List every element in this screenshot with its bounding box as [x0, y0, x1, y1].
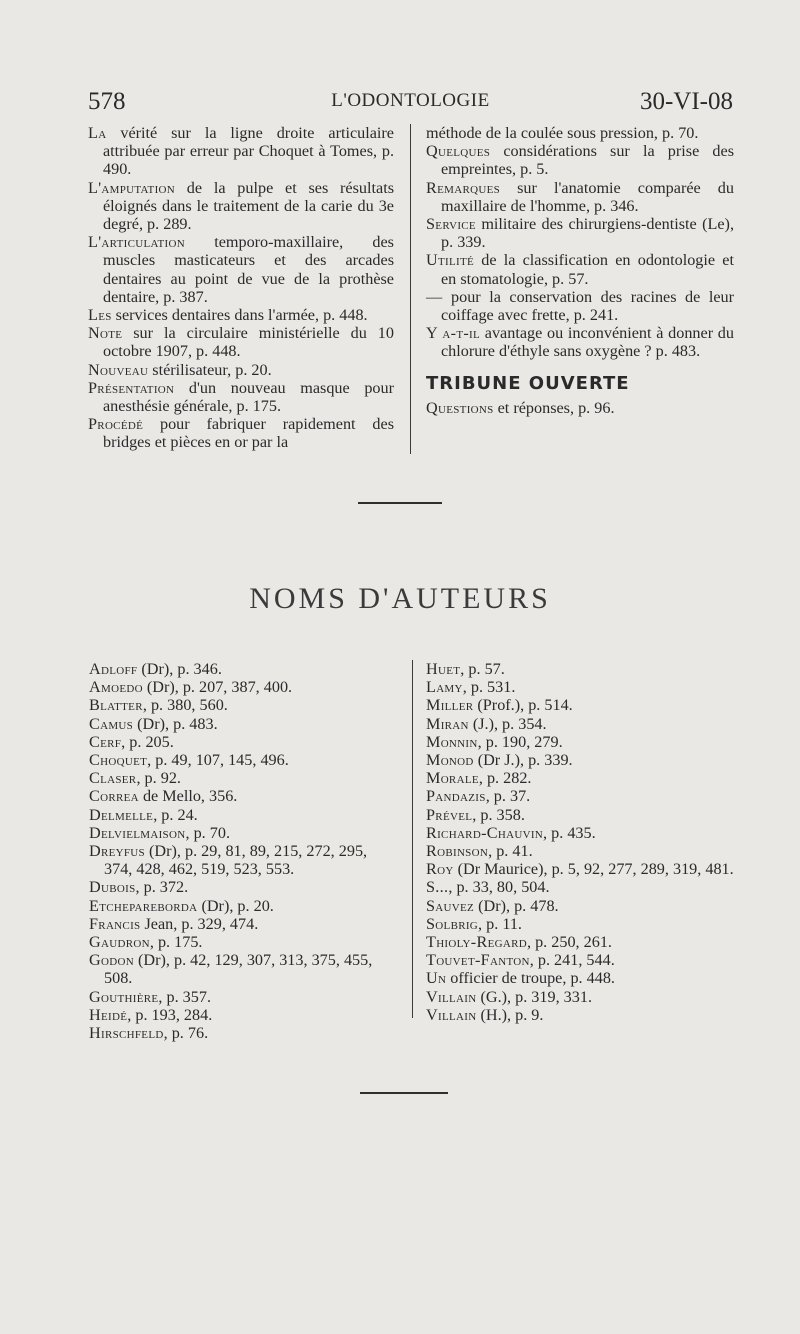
subject-index-right-column [426, 124, 734, 417]
entry-head: Miller [426, 696, 474, 715]
index-entry [426, 969, 736, 987]
entry-head: L'amputation [88, 178, 176, 197]
entry-text: , p. 372. [135, 878, 189, 897]
index-entry [89, 806, 399, 824]
page-header [88, 88, 733, 118]
entry-text: services dentaires dans l'armée, p. 448. [111, 306, 368, 325]
entry-head: Cerf [89, 732, 122, 751]
entry-head: Touvet-Fanton [426, 951, 530, 970]
entry-head: — [426, 287, 443, 306]
index-entry [426, 769, 736, 787]
entry-text: , p. 24. [153, 805, 198, 824]
entry-text: , p. 241, 544. [529, 951, 615, 970]
entry-head: Amoedo [89, 678, 143, 697]
entry-head: Miran [426, 714, 469, 733]
entry-text: officier de troupe, p. 448. [446, 969, 615, 988]
issue-date: 30-VI-08 [639, 88, 733, 115]
index-entry [88, 415, 394, 451]
index-entry [426, 806, 736, 824]
index-entry [426, 715, 736, 733]
index-entry [426, 324, 734, 360]
index-entry [89, 951, 399, 987]
entry-text: avantage ou inconvénient à donner du chlorure d'éthyle sans oxygène ? p. 483. [441, 324, 734, 361]
entry-text: , p. 37. [485, 787, 531, 806]
index-entry [88, 124, 394, 179]
index-entry [426, 988, 736, 1006]
entry-text: méthode de la coulée sous pression, p. 70. [426, 124, 699, 142]
entry-head: Huet [426, 660, 461, 678]
index-entry [426, 842, 736, 860]
index-entry [426, 696, 736, 714]
entry-head: Heidé [89, 1005, 128, 1024]
entry-head: Note [88, 324, 123, 343]
index-entry [426, 678, 736, 696]
index-entry [89, 678, 399, 696]
entry-head: La [88, 124, 107, 142]
index-entry [426, 399, 734, 417]
entry-head: Camus [89, 714, 134, 733]
index-entry [426, 860, 736, 878]
entry-head: Gouthière [89, 987, 159, 1006]
entry-text: considérations sur la prise des empreintes, p. 5. [441, 142, 734, 179]
author-index-right-column [426, 660, 736, 1024]
entry-head: Choquet [89, 751, 148, 770]
subject-index-left-column [88, 124, 394, 452]
index-entry [426, 951, 736, 969]
entry-head: Godon [89, 951, 134, 970]
entry-head: Questions [426, 398, 494, 417]
author-index-left-column [89, 660, 399, 1042]
entry-text: d'un nouveau masque pour anesthésie générale, p. 175. [103, 378, 394, 416]
entry-text: (H.), p. 9. [476, 1005, 544, 1024]
index-entry [89, 696, 399, 714]
entry-head: Remarques [426, 178, 501, 197]
entry-head: Service [426, 215, 476, 234]
entry-head: Nouveau [88, 360, 149, 379]
index-entry [426, 251, 734, 287]
entry-text: (Dr), p. 478. [474, 896, 559, 915]
entry-text: stérilisateur, p. 20. [148, 360, 272, 379]
entry-text: Jean, p. 329, 474. [140, 914, 259, 933]
column-divider [410, 124, 411, 454]
entry-text: , p. 57. [460, 660, 505, 678]
entry-head: Présentation [88, 378, 175, 397]
entry-text: pour fabriquer rapidement des bridges et pièces en or par la [103, 415, 394, 452]
entry-head: Richard-Chauvin [426, 823, 544, 842]
index-entry [426, 878, 736, 896]
index-entry [88, 361, 394, 379]
index-entry [89, 824, 399, 842]
entry-text: , p. 435. [543, 823, 596, 842]
index-entry [426, 179, 734, 215]
entry-text: (Dr J.), p. 339. [473, 751, 573, 770]
index-entry [426, 824, 736, 842]
entry-text: , p. 357. [158, 987, 211, 1006]
entry-head: Delvielmaison [89, 823, 186, 842]
running-title: L'ODONTOLOGIE [331, 90, 490, 111]
entry-head: Thioly-Regard [426, 933, 527, 952]
entry-text: (G.), p. 319, 331. [476, 987, 593, 1006]
entry-text: temporo-maxillaire, des muscles masticateurs et des arcades dentaires au point de vue de la prothèse dentaire, p. 387. [103, 233, 394, 306]
entry-head: Roy [426, 860, 454, 879]
entry-text: , p. 193, 284. [127, 1005, 213, 1024]
index-entry [89, 897, 399, 915]
entry-text: , p. 49, 107, 145, 496. [147, 751, 289, 770]
entry-head: Monnin [426, 732, 478, 751]
index-entry [89, 787, 399, 805]
index-entry [426, 215, 734, 251]
section-heading-tribune: TRIBUNE OUVERTE [426, 372, 630, 394]
entry-text: militaire des chirurgiens-dentiste (Le), p. 339. [441, 215, 734, 252]
entry-head: S... [426, 878, 449, 897]
index-entry [89, 915, 399, 933]
entry-head: Villain [426, 1005, 477, 1024]
entry-text: sur la circulaire ministérielle du 10 octobre 1907, p. 448. [103, 324, 394, 361]
entry-head: Pandazis [426, 787, 486, 806]
entry-head: Procédé [88, 415, 144, 434]
entry-head: Les [88, 306, 112, 325]
entry-head: Etchepareborda [89, 896, 198, 915]
index-entry [89, 1024, 399, 1042]
entry-head: Y a-t-il [426, 324, 481, 343]
entry-head: Francis [89, 914, 141, 933]
index-entry [426, 787, 736, 805]
index-entry [89, 842, 399, 878]
index-entry [426, 897, 736, 915]
entry-text: , p. 282. [478, 769, 532, 788]
entry-head: Morale [426, 769, 479, 788]
entry-text: (Prof.), p. 514. [473, 696, 573, 715]
entry-head: Blatter [89, 696, 143, 715]
entry-text: de Mello, 356. [138, 787, 238, 806]
entry-head: Adloff [89, 660, 138, 678]
page-number: 578 [88, 88, 126, 115]
entry-text: , p. 175. [149, 933, 203, 952]
index-entry [426, 142, 734, 178]
entry-head: Lamy [426, 678, 463, 697]
section-separator [358, 502, 442, 504]
index-entry [88, 379, 394, 415]
entry-head: Utilité [426, 251, 474, 270]
entry-head: Correa [89, 787, 139, 806]
index-entry [88, 306, 394, 324]
index-entry [88, 233, 394, 306]
index-entry [426, 933, 736, 951]
entry-head: Dubois [89, 878, 136, 897]
section-heading-authors: NOMS D'AUTEURS [249, 582, 551, 615]
entry-text: , p. 11. [478, 914, 522, 933]
entry-text: pour la conservation des racines de leur coiffage avec frette, p. 241. [441, 287, 734, 325]
section-separator [360, 1092, 448, 1094]
index-entry [89, 733, 399, 751]
entry-text: , p. 76. [163, 1024, 209, 1043]
entry-head: Quelques [426, 142, 491, 161]
entry-text: , p. 70. [185, 823, 230, 842]
entry-text: , p. 92. [136, 769, 181, 788]
entry-text: , p. 205. [121, 732, 174, 751]
index-entry [426, 733, 736, 751]
entry-text: , p. 190, 279. [477, 732, 563, 751]
index-entry [89, 878, 399, 896]
index-entry [426, 915, 736, 933]
entry-head: Dreyfus [89, 842, 145, 861]
entry-text: (Dr), p. 483. [133, 714, 218, 733]
entry-text: , p. 33, 80, 504. [448, 878, 550, 897]
entry-head: Claser [89, 769, 137, 788]
entry-text: , p. 250, 261. [526, 933, 612, 952]
index-entry [89, 769, 399, 787]
index-entry [89, 988, 399, 1006]
entry-text: et réponses, p. 96. [493, 398, 615, 417]
entry-head: L'articulation [88, 233, 186, 252]
index-entry [88, 324, 394, 360]
entry-text: sur l'anatomie comparée du maxillaire de l'homme, p. 346. [441, 178, 734, 215]
entry-text: , p. 41. [488, 842, 533, 861]
entry-text: de la pulpe et ses résultats éloignés dans le traitement de la carie du 3e degré, p. 289. [103, 178, 394, 234]
entry-text: vérité sur la ligne droite articulaire attribuée par erreur par Choquet à Tomes, p. 490. [103, 124, 394, 179]
index-entry [426, 1006, 736, 1024]
entry-head: Hirschfeld [89, 1024, 164, 1043]
entry-text: (J.), p. 354. [468, 714, 547, 733]
index-entry [89, 933, 399, 951]
entry-head: Sauvez [426, 896, 475, 915]
entry-head: Villain [426, 987, 477, 1006]
entry-head: Monod [426, 751, 474, 770]
index-entry [426, 660, 736, 678]
entry-text: , p. 380, 560. [142, 696, 228, 715]
entry-head: Robinson [426, 842, 489, 861]
index-entry [426, 751, 736, 769]
entry-text: (Dr), p. 346. [137, 660, 222, 678]
entry-text: (Dr), p. 42, 129, 307, 313, 375, 455, 508. [104, 951, 373, 988]
index-entry [89, 1006, 399, 1024]
entry-text: , p. 531. [462, 678, 516, 697]
entry-text: de la classification en odontologie et en stomatologie, p. 57. [441, 251, 734, 288]
index-entry [89, 715, 399, 733]
entry-head: Prével [426, 805, 473, 824]
entry-text: (Dr), p. 29, 81, 89, 215, 272, 295, 374, 428, 462, 519, 523, 553. [104, 842, 368, 879]
entry-text: , p. 358. [472, 805, 525, 824]
entry-text: (Dr), p. 207, 387, 400. [142, 678, 293, 697]
index-entry [89, 660, 399, 678]
entry-text: (Dr), p. 20. [197, 896, 274, 915]
entry-head: Un [426, 969, 447, 988]
entry-head: Solbrig [426, 914, 479, 933]
index-entry [89, 751, 399, 769]
index-entry [88, 179, 394, 234]
index-entry [426, 288, 734, 324]
entry-head: Delmelle [89, 805, 154, 824]
entry-head: Gaudron [89, 933, 150, 952]
column-divider [412, 660, 413, 1018]
entry-text: (Dr Maurice), p. 5, 92, 277, 289, 319, 481. [453, 860, 734, 879]
index-entry [426, 124, 734, 142]
